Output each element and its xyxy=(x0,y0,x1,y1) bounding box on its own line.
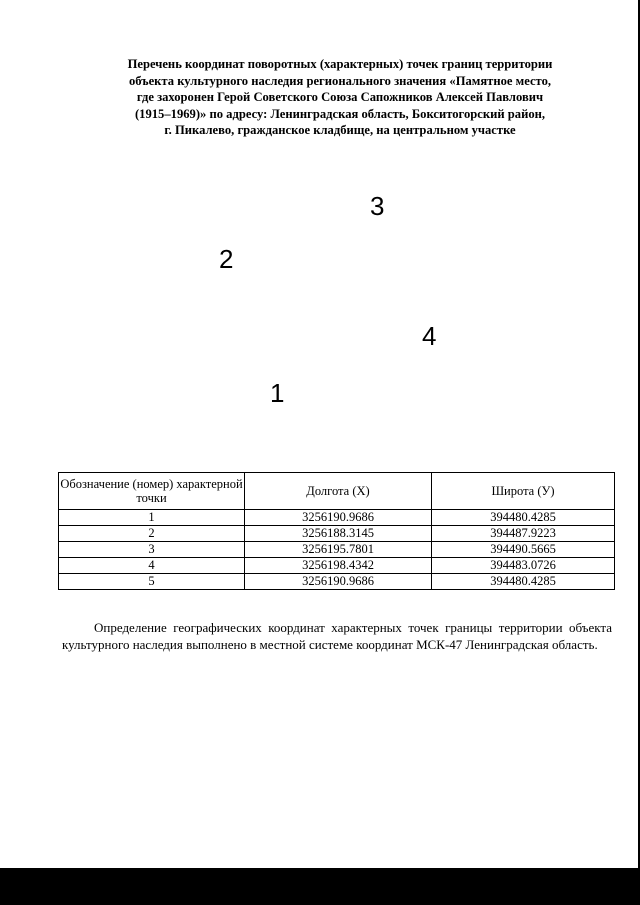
column-header-longitude: Долгота (X) xyxy=(245,473,432,510)
title-line: (1915–1969)» по адресу: Ленинградская область, Бокситогорский район, xyxy=(134,106,546,121)
title-line: Перечень координат поворотных (характерных) точек границ территории xyxy=(127,57,553,71)
coordinates-table xyxy=(58,472,615,590)
title-line: где захоронен Герой Советского Союза Сапожников Алексей Павлович xyxy=(136,90,544,104)
point-number-cell: 1 xyxy=(59,510,245,526)
coordinate-system-note: Определение географических координат характерных точек границы территории объекта культурного наследия выполнено в местной системе координат МСК-47 Ленинградская область. xyxy=(62,620,612,652)
latitude-cell: 394487.9223 xyxy=(432,526,615,542)
longitude-cell: 3256195.7801 xyxy=(245,542,432,558)
document-title xyxy=(60,56,620,139)
table-header-row xyxy=(59,473,615,510)
longitude-cell: 3256188.3145 xyxy=(245,526,432,542)
table-row xyxy=(59,510,615,526)
longitude-cell: 3256190.9686 xyxy=(245,574,432,590)
point-label-1: 1 xyxy=(270,378,285,408)
table-row xyxy=(59,542,615,558)
latitude-cell: 394490.5665 xyxy=(432,542,615,558)
table-row xyxy=(59,574,615,590)
table-row xyxy=(59,558,615,574)
title-line: г. Пикалево, гражданское кладбище, на центральном участке xyxy=(164,123,516,137)
point-number-cell: 3 xyxy=(59,542,245,558)
bottom-scan-border xyxy=(0,868,640,905)
point-label-3: 3 xyxy=(370,191,385,221)
boundary-points-scheme xyxy=(0,180,640,420)
latitude-cell: 394480.4285 xyxy=(432,510,615,526)
point-label-2: 2 xyxy=(219,244,234,274)
latitude-cell: 394480.4285 xyxy=(432,574,615,590)
point-number-cell: 2 xyxy=(59,526,245,542)
column-header-point-number: Обозначение (номер) характерной точки xyxy=(59,473,245,510)
point-number-cell: 4 xyxy=(59,558,245,574)
longitude-cell: 3256190.9686 xyxy=(245,510,432,526)
latitude-cell: 394483.0726 xyxy=(432,558,615,574)
table-row xyxy=(59,526,615,542)
point-number-cell: 5 xyxy=(59,574,245,590)
column-header-latitude: Широта (У) xyxy=(432,473,615,510)
title-line: объекта культурного наследия регионального значения «Памятное место, xyxy=(128,73,552,88)
longitude-cell: 3256198.4342 xyxy=(245,558,432,574)
point-label-4: 4 xyxy=(422,321,437,351)
